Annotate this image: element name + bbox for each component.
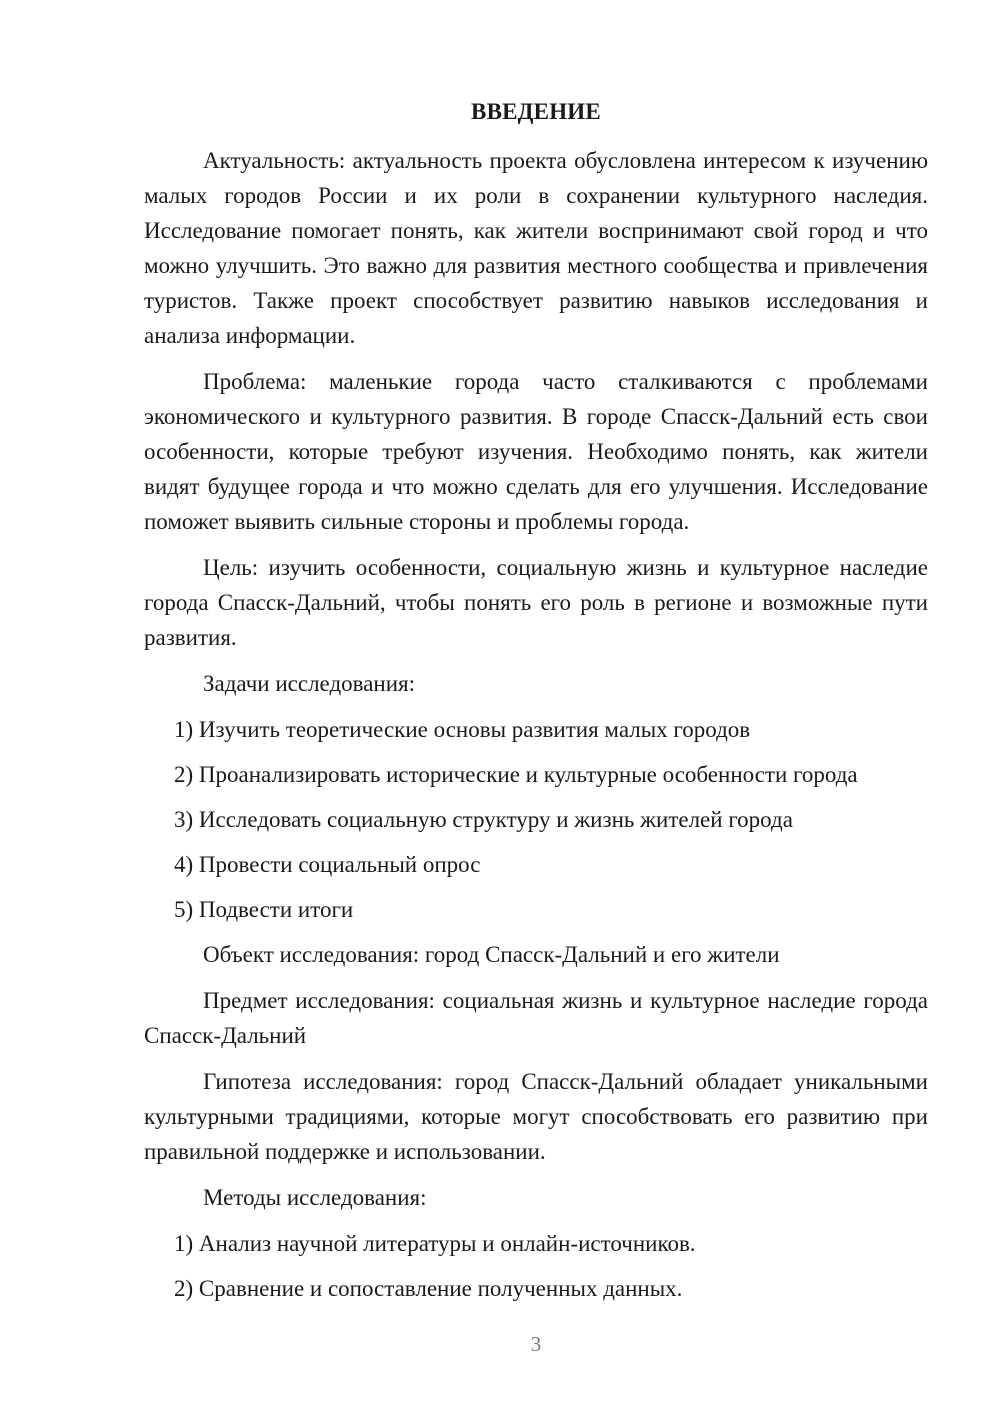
paragraph-relevance: Актуальность: актуальность проекта обусловлена интересом к изучению малых городов России и их роли в сохранении культурного наследия. Исследование помогает понять, как жители воспринимают свой город и что можно улучшить. Это важно для развития местного сообщества и привлечения туристов. Также проект способствует развитию навыков исследования и анализа информации. [144, 148, 928, 348]
paragraph-subject: Предмет исследования: социальная жизнь и культурное наследие города Спасск-Дальний [144, 988, 928, 1048]
section-title: ВВЕДЕНИЕ [471, 99, 601, 124]
tasks-list [144, 712, 928, 927]
list-item: 5) Подвести итоги [174, 897, 354, 922]
paragraph-object: Объект исследования: город Спасск-Дальний и его жители [203, 942, 780, 967]
paragraph-hypothesis: Гипотеза исследования: город Спасск-Дальний обладает уникальными культурными традициями, которые могут способствовать его развитию при правильной поддержке и использовании. [144, 1069, 928, 1164]
list-item: 1) Анализ научной литературы и онлайн-источников. [174, 1231, 696, 1256]
list-item: 2) Проанализировать исторические и культурные особенности города [174, 762, 858, 787]
paragraph-goal: Цель: изучить особенности, социальную жизнь и культурное наследие города Спасск-Дальний, чтобы понять его роль в регионе и возможные пути развития. [144, 555, 928, 650]
list-item: 4) Провести социальный опрос [174, 852, 481, 877]
list-item: 1) Изучить теоретические основы развития малых городов [174, 717, 751, 742]
paragraph-problem: Проблема: маленькие города часто сталкиваются с проблемами экономического и культурного развития. В городе Спасск-Дальний есть свои особенности, которые требуют изучения. Необходимо понять, как жители видят будущее города и что можно сделать для его улучшения. Исследование поможет выявить сильные стороны и проблемы города. [144, 369, 928, 534]
page-body [144, 94, 928, 1316]
list-item: 3) Исследовать социальную структуру и жизнь жителей города [174, 807, 793, 832]
list-item: 2) Сравнение и сопоставление полученных данных. [174, 1276, 683, 1301]
paragraph-tasks-heading: Задачи исследования: [203, 671, 416, 696]
paragraph-methods-heading: Методы исследования: [203, 1185, 427, 1210]
methods-list [144, 1226, 928, 1306]
page-number: 3 [530, 1332, 542, 1356]
